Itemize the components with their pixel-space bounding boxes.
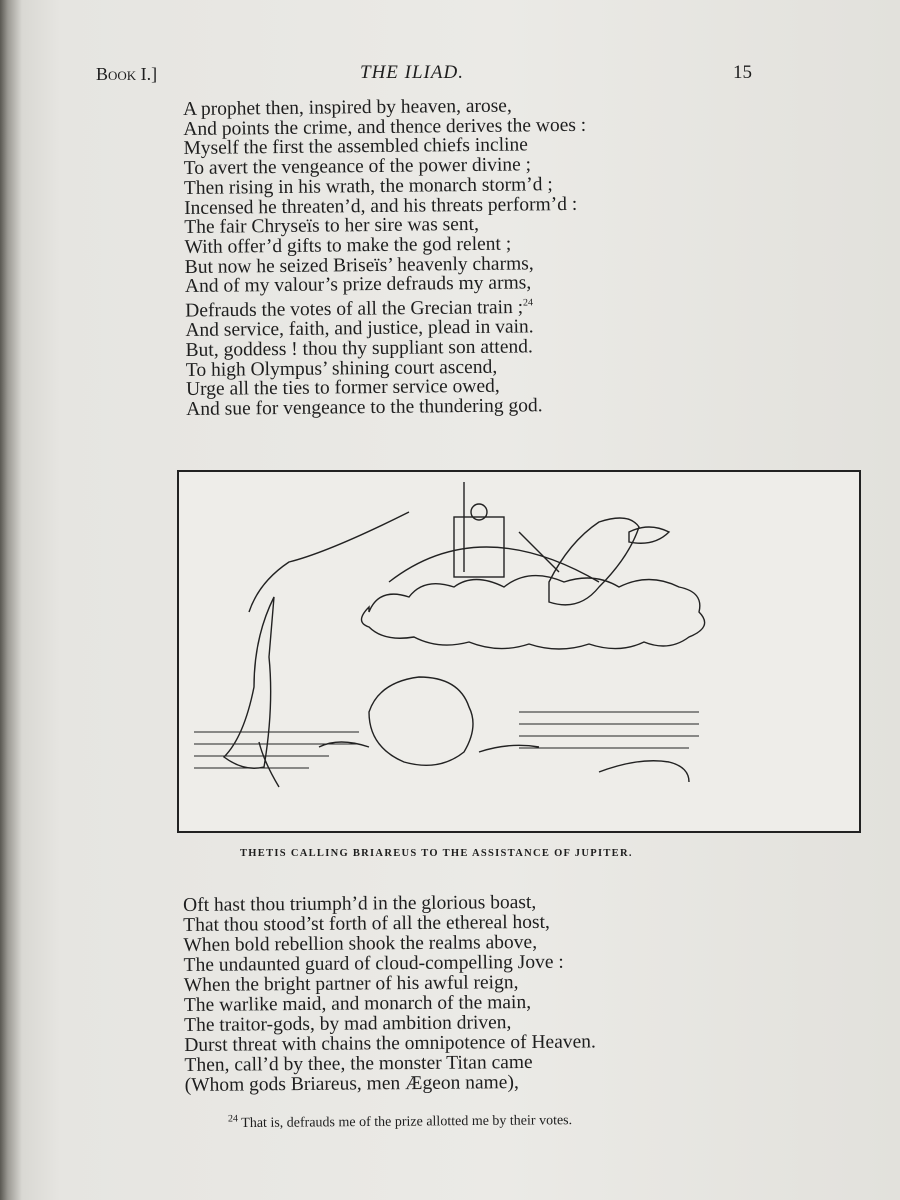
- verse-stanza-2: [183, 892, 596, 1096]
- verse-line: With offer’d gifts to make the god relent ;: [184, 233, 512, 258]
- verse-line: When bold rebellion shook the realms above,: [183, 931, 538, 956]
- verse-line: And of my valour’s prize defrauds my arms,: [184, 272, 532, 298]
- illustration-caption: THETIS CALLING BRIAREUS TO THE ASSISTANCE OF JUPITER.: [240, 848, 633, 859]
- illustration-thetis-briareus: [177, 470, 861, 833]
- footnote-reference[interactable]: 24: [522, 297, 534, 309]
- verse-line: Then rising in his wrath, the monarch storm’d ;: [183, 173, 553, 199]
- verse-line: The warlike maid, and monarch of the main,: [183, 991, 532, 1016]
- running-head-book: Book I.]: [96, 64, 158, 84]
- verse-line: And sue for vengeance to the thundering god.: [186, 395, 543, 421]
- footnote-number: 24: [227, 1113, 239, 1125]
- verse-line: When the bright partner of his awful reign,: [183, 972, 519, 996]
- verse-line: Durst threat with chains the omnipotence of Heaven.: [184, 1031, 596, 1056]
- verse-stanza-1: [183, 96, 589, 420]
- verse-line: To avert the vengeance of the power divine ;: [183, 154, 532, 180]
- verse-line: Incensed he threaten’d, and his threats perform’d :: [184, 193, 578, 219]
- verse-line: The traitor-gods, by mad ambition driven,: [184, 1012, 512, 1036]
- running-head-title: THE ILIAD.: [360, 62, 464, 83]
- verse-line-text: Defrauds the votes of all the Grecian train ;: [185, 296, 524, 322]
- page-number: 15: [733, 62, 752, 83]
- verse-line: But now he seized Briseïs’ heavenly charms,: [184, 252, 534, 278]
- verse-line: A prophet then, inspired by heaven, arose,: [182, 95, 512, 120]
- verse-line: That thou stood’st forth of all the ethereal host,: [183, 911, 550, 936]
- footnote-text: That is, defrauds me of the prize allotted me by their votes.: [241, 1113, 573, 1132]
- verse-line: But, goddess ! thou thy suppliant son attend.: [185, 336, 533, 361]
- verse-line: Myself the first the assembled chiefs incline: [183, 134, 529, 160]
- verse-line: (Whom gods Briareus, men Ægeon name),: [184, 1072, 519, 1096]
- verse-line: And service, faith, and justice, plead in vain.: [185, 316, 534, 342]
- verse-line: The undaunted guard of cloud-compelling Jove :: [183, 951, 564, 976]
- footnote: [228, 1110, 572, 1132]
- verse-line: To high Olympus’ shining court ascend,: [185, 356, 498, 381]
- verse-line: The fair Chryseïs to her sire was sent,: [184, 214, 480, 239]
- verse-line: Oft hast thou triumph’d in the glorious boast,: [182, 891, 537, 916]
- verse-line: Urge all the ties to former service owed,: [185, 376, 500, 401]
- verse-line: And points the crime, and thence derives the woes :: [183, 114, 587, 140]
- verse-line: Then, call’d by thee, the monster Titan came: [184, 1051, 533, 1076]
